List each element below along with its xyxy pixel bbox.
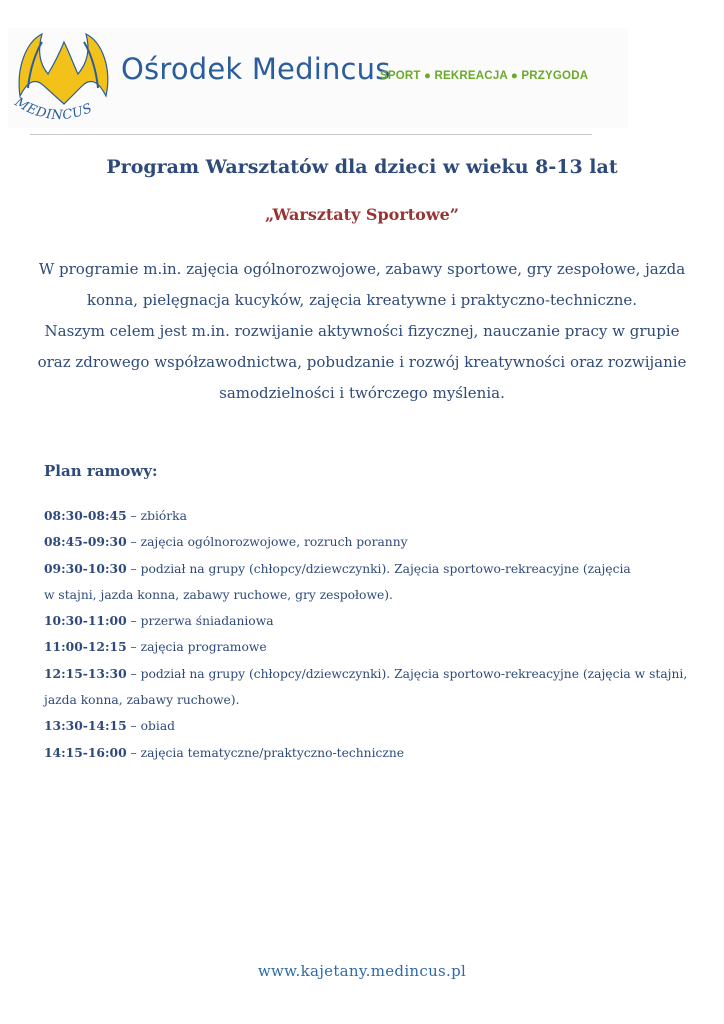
letterhead bbox=[8, 28, 628, 128]
schedule-item bbox=[44, 634, 694, 660]
schedule-item bbox=[44, 503, 694, 529]
schedule-desc: – przerwa śniadaniowa bbox=[126, 614, 274, 629]
schedule-desc: – zajęcia ogólnorozwojowe, rozruch poranny bbox=[126, 535, 408, 550]
logo-text: MEDINCUS bbox=[11, 94, 95, 124]
schedule-time: 10:30-11:00 bbox=[44, 613, 127, 629]
svg-text:MEDINCUS bbox=[11, 94, 95, 123]
website-link[interactable]: www.kajetany.medincus.pl bbox=[257, 962, 467, 980]
schedule-desc: – zajęcia programowe bbox=[126, 640, 267, 655]
schedule-time: 09:30-10:30 bbox=[44, 560, 127, 576]
schedule-desc: – obiad bbox=[126, 719, 176, 734]
schedule-time: 08:45-09:30 bbox=[44, 534, 127, 550]
schedule-list bbox=[44, 503, 694, 766]
schedule-time: 12:15-13:30 bbox=[44, 665, 127, 681]
schedule-item bbox=[44, 556, 694, 582]
page-subtitle: „Warsztaty Sportowe” bbox=[265, 205, 459, 224]
plan-heading: Plan ramowy: bbox=[44, 462, 158, 480]
intro-line: konna, pielęgnacja kucyków, zajęcia kreatywne i praktyczno-techniczne. bbox=[86, 291, 638, 309]
schedule-desc: – zbiórka bbox=[126, 509, 187, 523]
schedule-time: 11:00-12:15 bbox=[44, 639, 127, 655]
schedule-item-continuation: jazda konna, zabawy ruchowe). bbox=[44, 693, 240, 708]
schedule-item bbox=[44, 529, 694, 555]
schedule-time: 14:15-16:00 bbox=[44, 744, 127, 760]
header-divider bbox=[30, 134, 592, 135]
medincus-logo bbox=[8, 28, 118, 128]
schedule-desc: – podział na grupy (chłopcy/dziewczynki). Zajęcia sportowo-rekreacyjne (zajęcia w stajni, bbox=[126, 666, 688, 681]
schedule-item-continuation: w stajni, jazda konna, zabawy ruchowe, gry zespołowe). bbox=[44, 587, 393, 602]
tagline: SPORT ● REKREACJA ● PRZYGODA bbox=[380, 70, 589, 82]
schedule-desc: – zajęcia tematyczne/praktyczno-techniczne bbox=[126, 745, 405, 760]
schedule-item bbox=[44, 740, 694, 766]
intro-line: oraz zdrowego współzawodnictwa, pobudzanie i rozwój kreatywności oraz rozwijanie bbox=[37, 353, 687, 371]
brand-name: Ośrodek Medincus bbox=[121, 52, 391, 86]
schedule-item bbox=[44, 661, 694, 687]
schedule-item bbox=[44, 608, 694, 634]
intro-line: samodzielności i twórczego myślenia. bbox=[219, 384, 505, 402]
intro-line: Naszym celem jest m.in. rozwijanie aktywności fizycznej, nauczanie pracy w grupie bbox=[44, 322, 680, 340]
schedule-item bbox=[44, 713, 694, 739]
page-title: Program Warsztatów dla dzieci w wieku 8-13 lat bbox=[106, 156, 618, 178]
intro-text bbox=[30, 254, 694, 409]
schedule-time: 13:30-14:15 bbox=[44, 718, 127, 734]
schedule-desc: – podział na grupy (chłopcy/dziewczynki). Zajęcia sportowo-rekreacyjne (zajęcia bbox=[126, 561, 631, 576]
schedule-time: 08:30-08:45 bbox=[44, 508, 127, 523]
intro-line: W programie m.in. zajęcia ogólnorozwojowe, zabawy sportowe, gry zespołowe, jazda bbox=[38, 260, 686, 278]
